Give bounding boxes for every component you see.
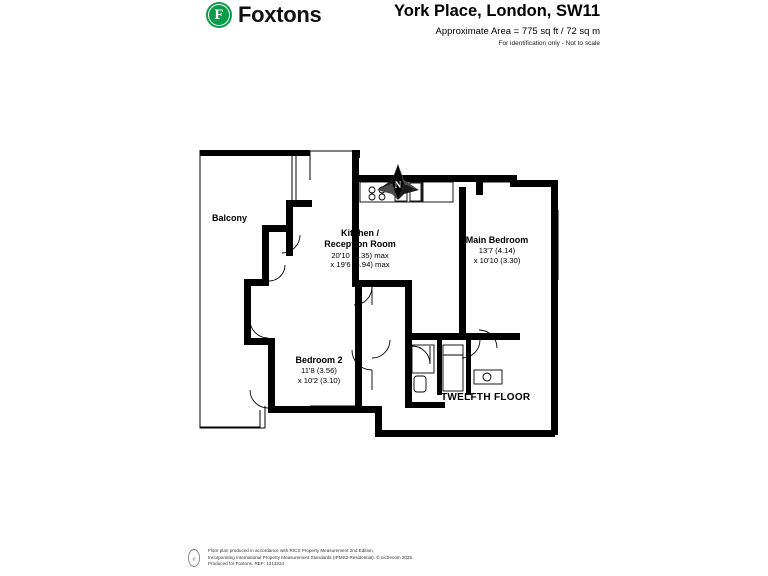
room-label-bedroom-2: Bedroom 2 11'8 (3.56) x 10'2 (3.10) [295, 355, 343, 385]
page-header [0, 0, 768, 50]
svg-text:N: N [394, 180, 402, 190]
svg-text:e: e [192, 555, 196, 563]
title-block [394, 0, 600, 47]
floor-plan-drawing [0, 50, 768, 530]
page-title: York Place, London, SW11 [394, 2, 600, 20]
footer-line-1: Floor plan produced in accordance with RICS Property Measurement 2nd Edition, [208, 548, 374, 553]
outer-boundary [200, 151, 352, 428]
area-summary: Approximate Area = 775 sq ft / 72 sq m [435, 26, 600, 37]
page-footer [186, 548, 606, 568]
brand-initial: F [208, 4, 230, 26]
rics-seal-icon [186, 548, 202, 568]
floor-plan [0, 50, 768, 530]
footer-line-2: Incorporating International Property Measurement Standards (IPMS2 Residential). © nichecom 2025. [208, 554, 414, 560]
brand-name: Foxtons [238, 2, 322, 27]
room-label-kitchen-reception: Kitchen / Reception Room 20'10 (6.35) max x 19'6 (5.94) max [324, 228, 396, 270]
footer-line-3: Produced for Foxtons. REF: 1313324 [208, 561, 285, 567]
footer-text-block [208, 548, 413, 568]
room-label-main-bedroom: Main Bedroom 13'7 (4.14) x 10'10 (3.30) [465, 235, 529, 265]
room-label-balcony: Balcony [212, 213, 248, 223]
brand-logo [206, 2, 321, 28]
identification-note: For identification only - Not to scale [498, 40, 600, 47]
floor-level-label: TWELFTH FLOOR [441, 392, 531, 403]
foxtons-circle-icon [206, 2, 232, 28]
